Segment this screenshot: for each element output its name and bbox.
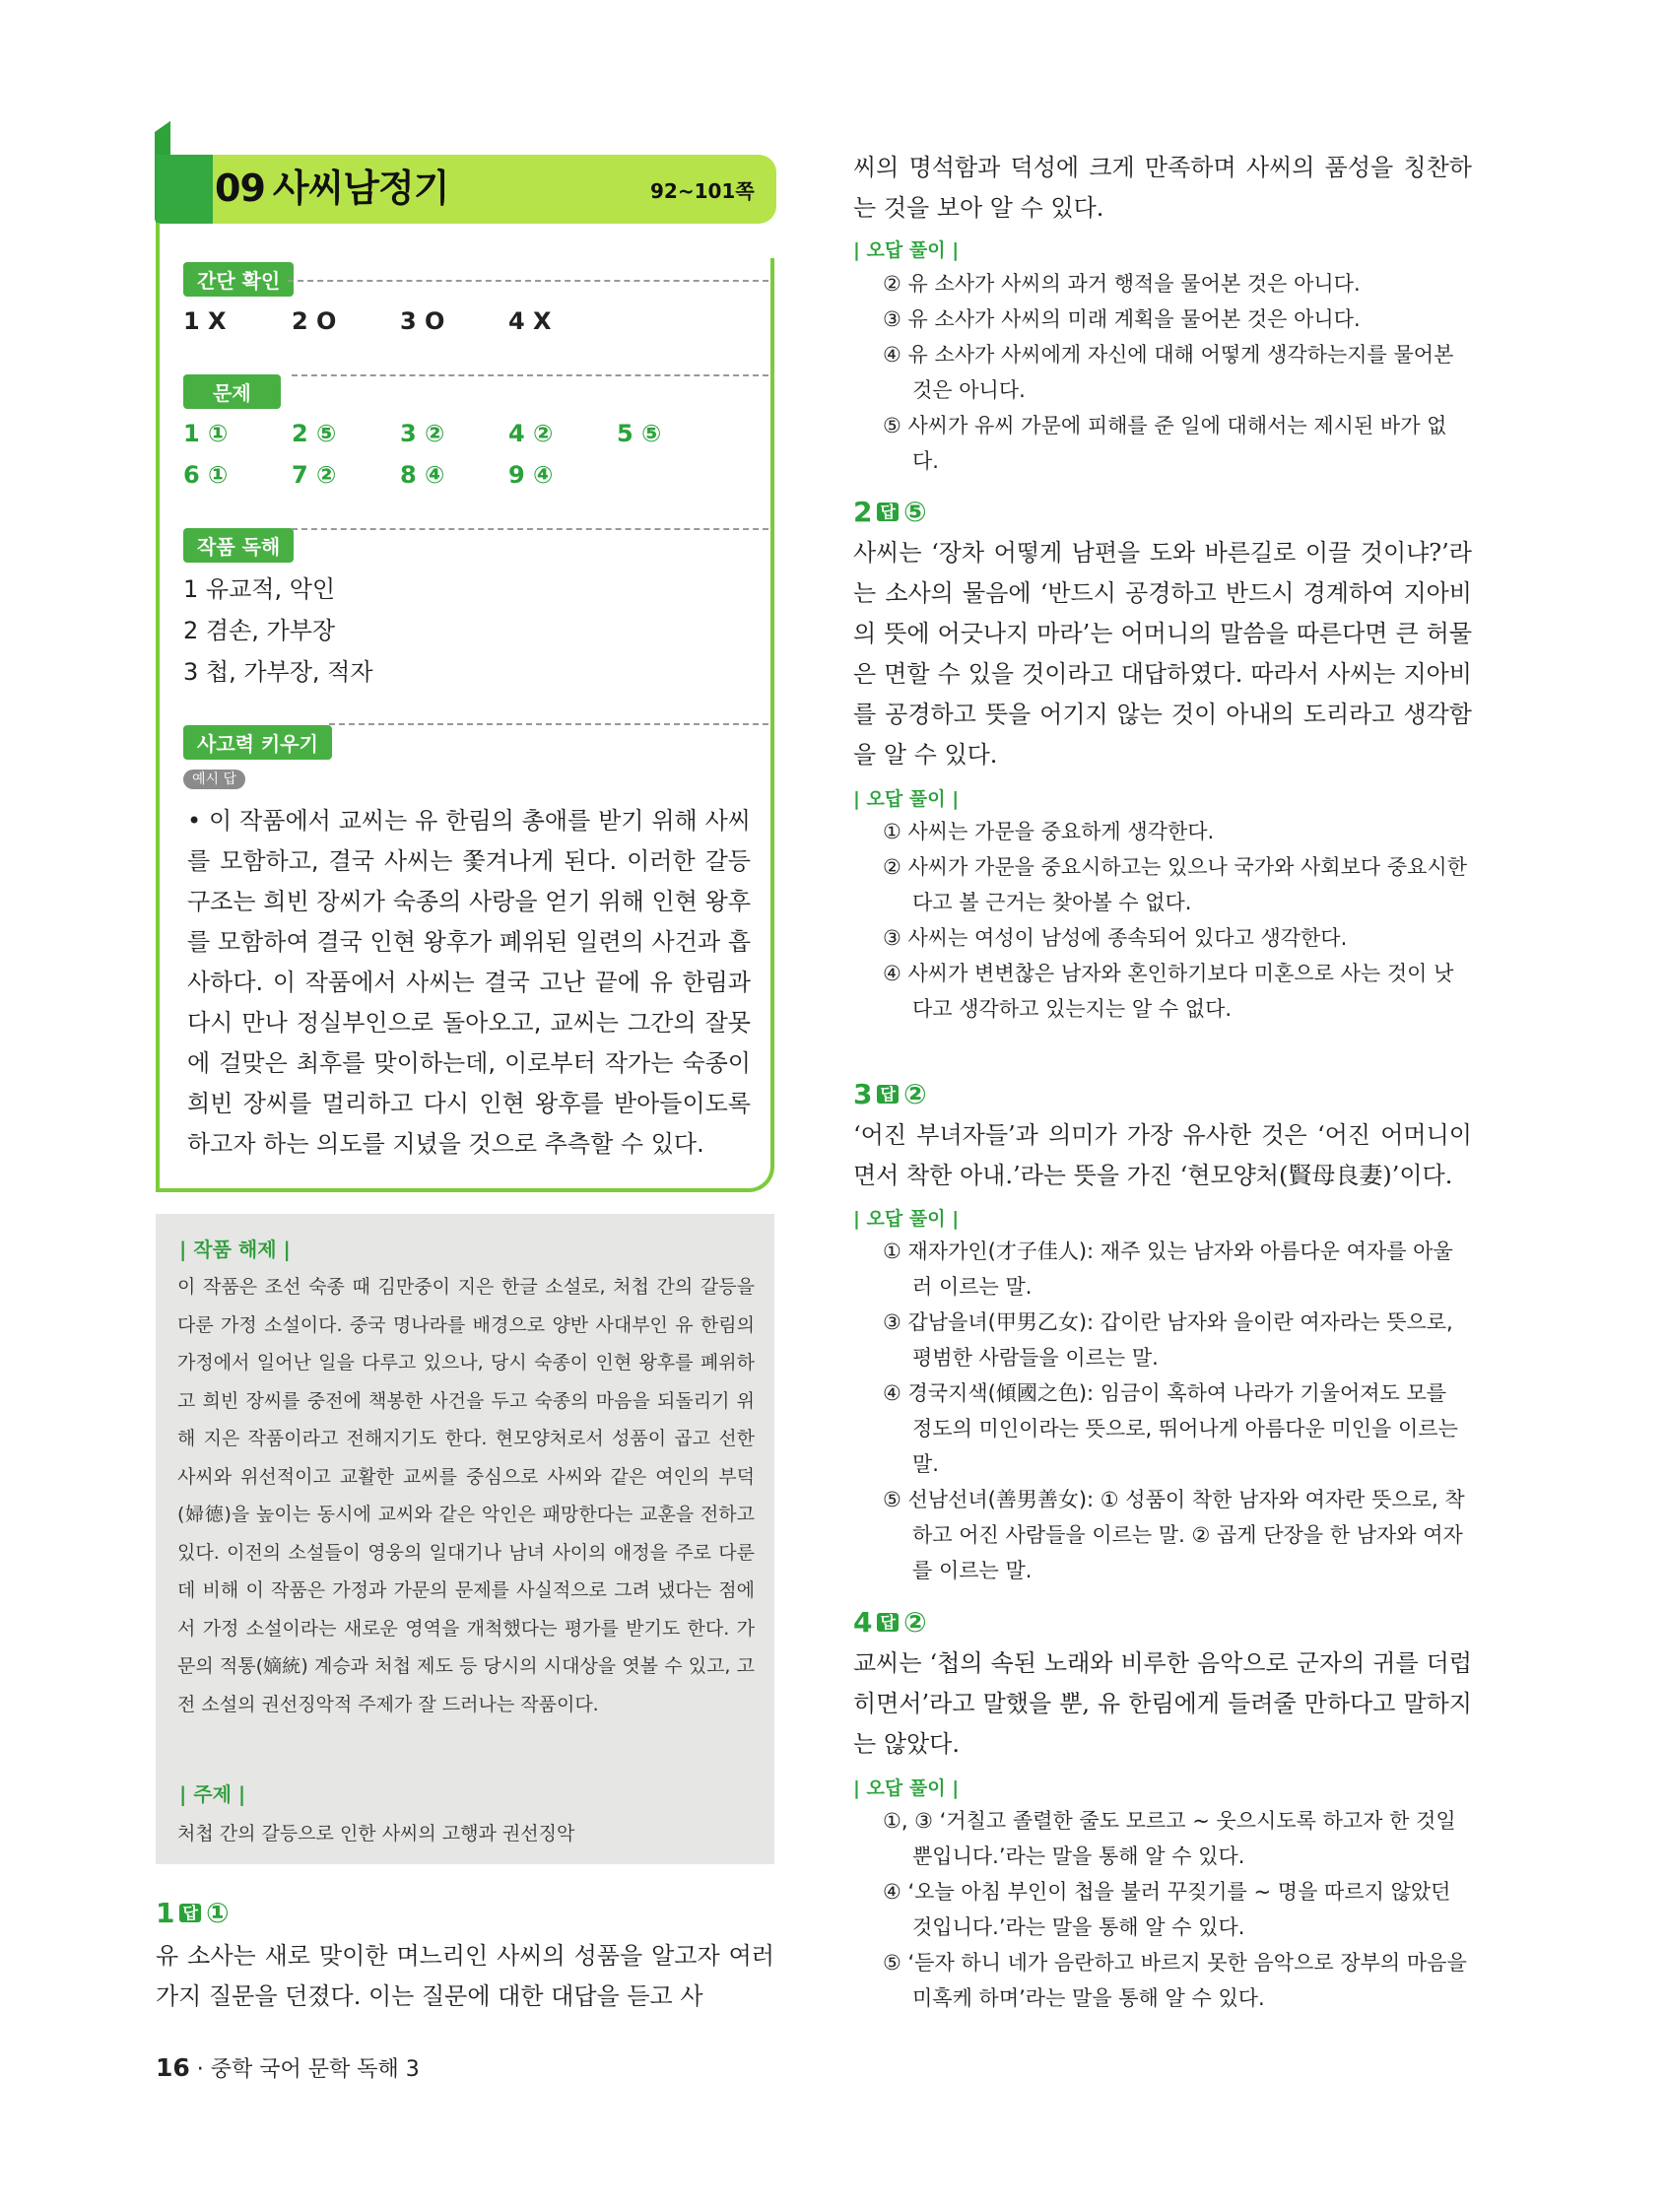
question-1-explanation-part1: 유 소사는 새로 맞이한 며느리인 사씨의 성품을 알고자 여러 가지 질문을 던졌다. 이는 질문에 대한 대답을 듣고 사 (156, 1942, 774, 2010)
section-title (215, 158, 448, 212)
reading-item: 1 유교적, 악인 (183, 575, 336, 603)
wrong-answer-heading: | 오답 풀이 | (853, 239, 960, 261)
wrong-answer-heading: | 오답 풀이 | (853, 1208, 960, 1230)
wrong-answer-item: ④ 경국지색(傾國之色): 임금이 혹하여 나라가 기울어져도 모를 정도의 미인이라는 뜻으로, 뛰어나게 아름다운 미인을 이르는 말. (883, 1381, 1458, 1476)
section-pages: 92~101쪽 (650, 179, 755, 203)
wrong-answer-item: ④ 유 소사가 사씨에게 자신에 대해 어떻게 생각하는지를 물어본 것은 아니다. (883, 343, 1454, 402)
page-number: 16 (156, 2053, 190, 2082)
wrong-answer-item: ⑤ 선남선녀(善男善女): ① 성품이 착한 남자와 여자란 뜻으로, 착하고 어진 사람들을 이르는 말. ② 곱게 단장을 한 남자와 여자를 이르는 말. (883, 1488, 1465, 1582)
question-number: 1 (156, 1897, 175, 1929)
wrong-answer-item: ② 사씨가 가문을 중요시하고는 있으나 국가와 사회보다 중요시한다고 볼 근거는 찾아볼 수 없다. (883, 855, 1467, 914)
problem-answer: 4 ② (508, 420, 554, 447)
example-answer-tag: 예시 답 (183, 770, 245, 789)
wrong-answer-item: ② 유 소사가 사씨의 과거 행적을 물어본 것은 아니다. (883, 272, 1361, 296)
thinking-section (183, 725, 332, 760)
problem-answer: 3 ② (400, 420, 445, 447)
answer-label: 답 (877, 503, 898, 521)
q4-wrong-answer-list (883, 1803, 1472, 2016)
question-4-header (853, 1606, 927, 1639)
section-number: 09 (215, 167, 265, 210)
divider (292, 374, 768, 376)
commentary-text: 이 작품은 조선 숙종 때 김만중이 지은 한글 소설로, 처첩 간의 갈등을 다룬 가정 소설이다. 중국 명나라를 배경으로 양반 사대부인 유 한림의 가정에서 일어난 일을 다루고 있으나, 당시 숙종이 인현 왕후를 폐위하고 희빈 장씨를 중전에 책봉한 사건을 두고 숙종의 마음을 되돌리기 위해 지은 작품이라고 전해지기도 한다. 현모양처로서 성품이 곱고 선한 사씨와 위선적이고 교활한 교씨를 중심으로 사씨와 같은 여인의 부덕(婦德)을 높이는 동시에 교씨와 같은 악인은 패망한다는 교훈을 전하고 있다. 이전의 소설들이 영웅의 일대기나 남녀 사이의 애정을 주로 다룬 데 비해 이 작품은 가정과 가문의 문제를 사실적으로 그려 냈다는 점에서 가정 소설이라는 새로운 영역을 개척했다는 평가를 받기도 한다. 가문의 적통(嫡統) 계승과 처첩 제도 등 당시의 시대상을 엿볼 수 있고, 고전 소설의 권선징악적 주제가 잘 드러나는 작품이다. (177, 1276, 755, 1715)
answer-label: 답 (179, 1904, 200, 1922)
quick-check-item: 3 O (400, 307, 445, 335)
q3-wrong-answer-list (883, 1234, 1472, 1588)
wrong-answer-item: ①, ③ ‘거칠고 졸렬한 줄도 모르고 ~ 웃으시도록 하고자 한 것일 뿐입니다.’라는 말을 통해 알 수 있다. (883, 1809, 1456, 1868)
book-title: · 중학 국어 문학 독해 3 (196, 2057, 420, 2082)
wrong-answer-item: ① 재자가인(才子佳人): 재주 있는 남자와 아름다운 여자를 아울러 이르는 말. (883, 1240, 1453, 1299)
reading-item: 3 첩, 가부장, 적자 (183, 658, 373, 686)
question-2-explanation: 사씨는 ‘장차 어떻게 남편을 도와 바른길로 이끌 것이냐?’라는 소사의 물음에 ‘반드시 공경하고 반드시 경계하여 지아비의 뜻에 어긋나지 마라’는 어머니의 말씀을 따른다면 큰 허물은 면할 수 있을 것이라고 대답하였다. 따라서 사씨는 지아비를 공경하고 뜻을 어기지 않는 것이 아내의 도리라고 생각함을 알 수 있다. (853, 539, 1472, 769)
section-title-text: 사씨남정기 (272, 167, 449, 210)
question-3-explanation: ‘어진 부녀자들’과 의미가 가장 유사한 것은 ‘어진 어머니이면서 착한 아내.’라는 뜻을 가진 ‘현모양처(賢母良妻)’이다. (853, 1121, 1472, 1189)
question-3-header (853, 1078, 927, 1110)
theme-heading: | 주제 | (179, 1782, 246, 1806)
quick-check-item: 2 O (292, 307, 337, 335)
problem-answer: 6 ① (183, 461, 229, 489)
divider (292, 528, 768, 530)
theme-text: 처첩 간의 갈등으로 인한 사씨의 고행과 권선징악 (177, 1823, 575, 1844)
wrong-answer-item: ⑤ 사씨가 유씨 가문에 피해를 준 일에 대해서는 제시된 바가 없다. (883, 414, 1447, 473)
wrong-answer-item: ⑤ ‘듣자 하니 네가 음란하고 바르지 못한 음악으로 장부의 마음을 미혹케 하며’라는 말을 통해 알 수 있다. (883, 1951, 1467, 2010)
answer-value: ② (902, 1606, 927, 1639)
question-number: 2 (853, 496, 873, 528)
wrong-answer-item: ③ 사씨는 여성이 남성에 종속되어 있다고 생각한다. (883, 926, 1348, 950)
thinking-tag: 사고력 키우기 (183, 725, 332, 760)
answer-value: ⑤ (902, 496, 927, 528)
problem-answer: 7 ② (292, 461, 337, 489)
question-number: 3 (853, 1078, 873, 1110)
q1-wrong-answer-list (883, 266, 1472, 479)
question-2-header (853, 496, 927, 528)
wrong-answer-item: ③ 갑남을녀(甲男乙女): 갑이란 남자와 을이란 여자라는 뜻으로, 평범한 사람들을 이르는 말. (883, 1310, 1453, 1370)
answer-value: ② (902, 1078, 927, 1110)
question-number: 4 (853, 1606, 873, 1639)
reading-section (183, 528, 294, 563)
commentary-heading: | 작품 해제 | (179, 1238, 291, 1261)
quick-check-tag: 간단 확인 (183, 262, 294, 297)
problem-answer: 1 ① (183, 420, 229, 447)
question-4-explanation: 교씨는 ‘첩의 속된 노래와 비루한 음악으로 군자의 귀를 더럽히면서’라고 말했을 뿐, 유 한림에게 들려줄 만하다고 말하지는 않았다. (853, 1649, 1472, 1758)
quick-check-item: 4 X (508, 307, 552, 335)
quick-check-section (183, 262, 294, 297)
problems-tag: 문제 (183, 374, 281, 409)
divider (329, 723, 768, 725)
problem-answer: 2 ⑤ (292, 420, 337, 447)
wrong-answer-item: ③ 유 소사가 사씨의 미래 계획을 물어본 것은 아니다. (883, 307, 1361, 331)
answer-label: 답 (877, 1085, 898, 1104)
answer-value: ① (205, 1897, 230, 1929)
problem-answer: 8 ④ (400, 461, 445, 489)
problem-answer: 9 ④ (508, 461, 554, 489)
wrong-answer-item: ④ 사씨가 변변찮은 남자와 혼인하기보다 미혼으로 사는 것이 낫다고 생각하고 있는지는 알 수 없다. (883, 962, 1454, 1021)
example-answer-badge (183, 769, 245, 788)
wrong-answer-heading: | 오답 풀이 | (853, 788, 960, 810)
question-1-explanation-part2: 씨의 명석함과 덕성에 크게 만족하며 사씨의 품성을 칭찬하는 것을 보아 알 수 있다. (853, 154, 1472, 222)
question-1-header (156, 1897, 230, 1929)
answer-label: 답 (877, 1613, 898, 1632)
reading-tag: 작품 독해 (183, 528, 294, 563)
problems-section (183, 374, 281, 409)
wrong-answer-item: ④ ‘오늘 아침 부인이 첩을 불러 꾸짖기를 ~ 명을 따르지 않았던 것입니다.’라는 말을 통해 알 수 있다. (883, 1880, 1451, 1939)
reading-item: 2 겸손, 가부장 (183, 617, 336, 644)
quick-check-item: 1 X (183, 307, 227, 335)
q2-wrong-answer-list (883, 814, 1472, 1027)
thinking-answer: • 이 작품에서 교씨는 유 한림의 총애를 받기 위해 사씨를 모함하고, 결국 사씨는 쫓겨나게 된다. 이러한 갈등 구조는 희빈 장씨가 숙종의 사랑을 얻기 위해 인현 왕후를 모함하여 결국 인현 왕후가 폐위된 일련의 사건과 흡사하다. 이 작품에서 사씨는 결국 고난 끝에 유 한림과 다시 만나 정실부인으로 돌아오고, 교씨는 그간의 잘못에 걸맞은 최후를 맞이하는데, 이로부터 작가는 숙종이 희빈 장씨를 멀리하고 다시 인현 왕후를 받아들이도록 하고자 하는 의도를 지녔을 것으로 추측할 수 있다. (187, 807, 751, 1158)
page-footer (156, 2052, 420, 2083)
wrong-answer-heading: | 오답 풀이 | (853, 1777, 960, 1799)
problem-answer: 5 ⑤ (617, 420, 662, 447)
divider (288, 280, 768, 282)
wrong-answer-item: ① 사씨는 가문을 중요하게 생각한다. (883, 820, 1215, 843)
